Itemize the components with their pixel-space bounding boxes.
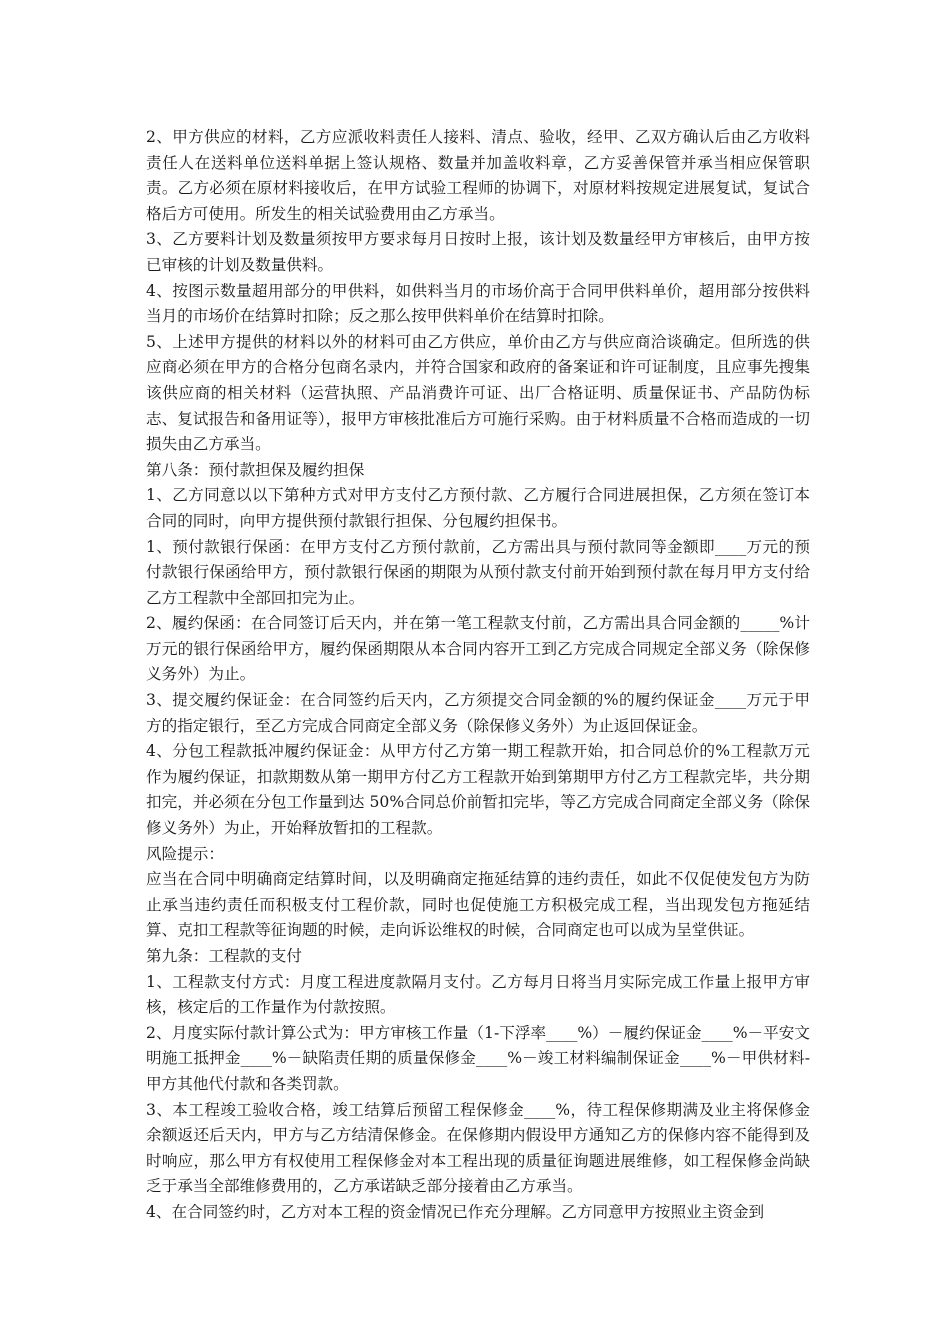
section-heading-article-8: 第八条：预付款担保及履约担保 [146, 460, 365, 479]
paragraph-performance-deposit: 3、提交履约保证金：在合同签约后天内，乙方须提交合同金额的%的履约保证金____万元于甲方的指定银行，至乙方完成合同商定全部义务（除保修义务外）为止返回保证金。 [146, 691, 810, 735]
paragraph-warranty-retention: 3、本工程竣工验收合格，竣工结算后预留工程保修金____%，待工程保修期满及业主将保修金余额返还后天内，甲方与乙方结清保修金。在保修期内假设甲方通知乙方的保修内容不能得到及时响应，那么甲方有权使用工程保修金对本工程出现的质量征询题进展维修，如工程保修金尚缺乏于承当全部维修费用的，乙方承诺缺乏部分接着由乙方承当。 [146, 1100, 810, 1196]
paragraph-progress-offset: 4、分包工程款抵冲履约保证金：从甲方付乙方第一期工程款开始，扣合同总价的%工程款万元作为履约保证，扣款期数从第一期甲方付乙方工程款开始到第期甲方付乙方工程款完毕，共分期扣完，并必须在分包工作量到达 50%合同总价前暂扣完毕，等乙方完成合同商定全部义务（除保修义务外）为止，开始释放暂扣的工程款。 [146, 742, 810, 838]
section-heading-article-9: 第九条：工程款的支付 [146, 947, 302, 965]
paragraph-material-plan: 3、乙方要料计划及数量须按甲方要求每月日按时上报，该计划及数量经甲方审核后，由甲方按已审核的计划及数量供料。 [146, 230, 810, 274]
section-heading-risk-notice: 风险提示： [146, 844, 224, 863]
document-body [146, 125, 810, 1226]
paragraph-advance-payment-guarantee: 1、预付款银行保函：在甲方支付乙方预付款前，乙方需出具与预付款同等金额即____万元的预付款银行保函给甲方，预付款银行保函的期限为从预付款支付前开始到预付款在每月甲方支付给乙方工程款中全部回扣完为止。 [146, 537, 810, 607]
paragraph-risk-notice: 应当在合同中明确商定结算时间，以及明确商定拖延结算的违约责任，如此不仅促使发包方为防止承当违约责任而积极支付工程价款，同时也促使施工方积极完成工程，当出现发包方拖延结算、克扣工程款等征询题的时候，走向诉讼维权的时候，合同商定也可以成为呈堂供证。 [146, 870, 810, 940]
paragraph-material-acceptance: 2、甲方供应的材料，乙方应派收料责任人接料、清点、验收，经甲、乙双方确认后由乙方收料责任人在送料单位送料单据上签认规格、数量并加盖收料章，乙方妥善保管并承当相应保管职责。乙方必须在原材料接收后，在甲方试验工程师的协调下，对原材料按规定进展复试，复试合格后方可使用。所发生的相关试验费用由乙方承当。 [146, 128, 810, 223]
paragraph-payment-method: 1、工程款支付方式：月度工程进度款隔月支付。乙方每月日将当月实际完成工作量上报甲方审核，核定后的工作量作为付款按照。 [146, 972, 810, 1017]
paragraph-guarantee-method: 1、乙方同意以以下第种方式对甲方支付乙方预付款、乙方履行合同进展担保，乙方须在签订本合同的同时，向甲方提供预付款银行担保、分包履约担保书。 [146, 486, 810, 530]
paragraph-payment-formula: 2、月度实际付款计算公式为：甲方审核工作量（1-下浮率____%）－履约保证金____%－平安文明施工抵押金____%－缺陷责任期的质量保修金____%－竣工材料编制保证金____%－甲供材料-甲方其他代付款和各类罚款。 [146, 1023, 810, 1093]
paragraph-other-materials: 5、上述甲方提供的材料以外的材料可由乙方供应，单价由乙方与供应商洽谈确定。但所选的供应商必须在甲方的合格分包商名录内，并符合国家和政府的备案证和许可证制度，且应事先搜集该供应商的相关材料（运营执照、产品消费许可证、出厂合格证明、质量保证书、产品防伪标志、复试报告和备用证等），报甲方审核批准后方可施行采购。由于材料质量不合格而造成的一切损失由乙方承当。 [146, 332, 810, 454]
paragraph-performance-guarantee: 2、履约保函：在合同签订后天内，并在第一笔工程款支付前，乙方需出具合同金额的_____%计万元的银行保函给甲方，履约保函期限从本合同内容开工到乙方完成合同规定全部义务（除保修义务外）为止。 [146, 614, 810, 684]
paragraph-overuse-material: 4、按图示数量超用部分的甲供料，如供料当月的市场价高于合同甲供料单价，超用部分按供料当月的市场价在结算时扣除；反之那么按甲供料单价在结算时扣除。 [146, 281, 810, 326]
paragraph-funding-condition: 4、在合同签约时，乙方对本工程的资金情况已作充分理解。乙方同意甲方按照业主资金到 [146, 1202, 765, 1221]
